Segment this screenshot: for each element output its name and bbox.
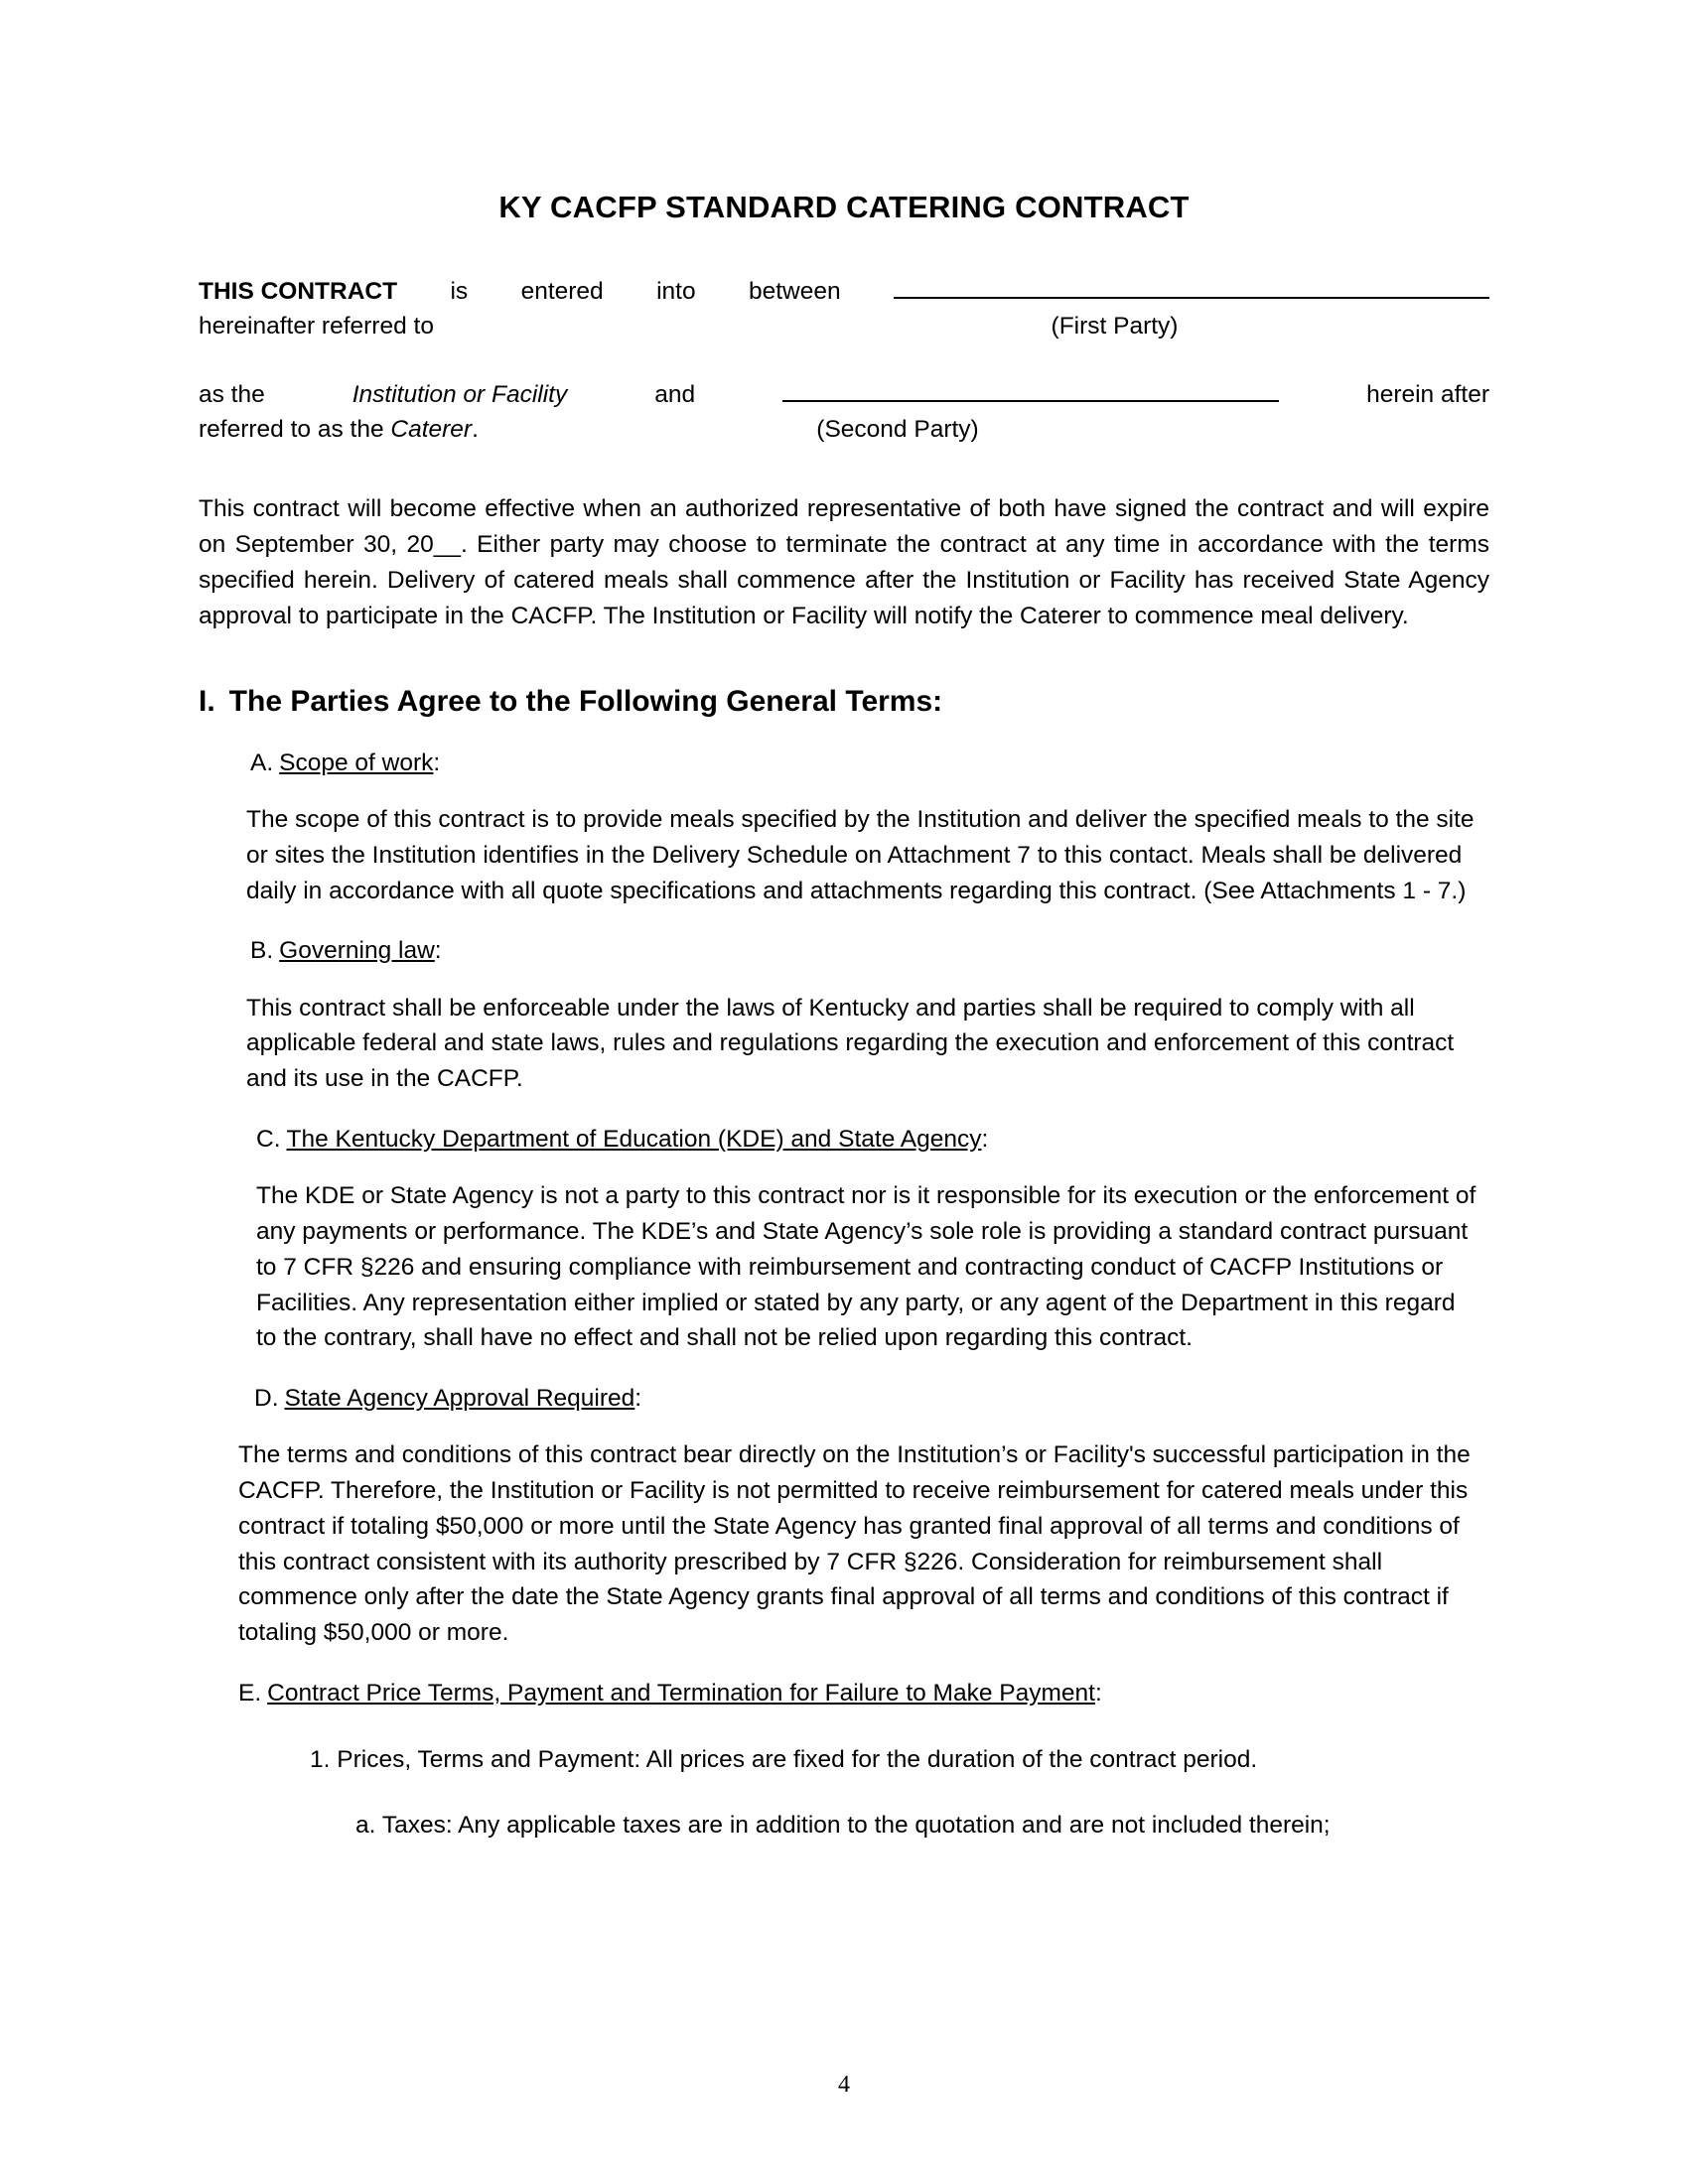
item-e-title: Contract Price Terms, Payment and Termination for Failure to Make Payment xyxy=(267,1679,1095,1706)
item-c-body: The KDE or State Agency is not a party to this contract nor is it responsible for its execution or the enforcement of any payments or performance. The KDE’s and State Agency’s sole role is providing a standard contract pursuant to 7 CFR §226 and ensuring compliance with reimbursement and contracting conduct of CACFP Institutions or Facilities. Any representation either implied or stated by any party, or any agent of the Department in this regard to the contrary, shall have no effect and shall not be relied upon regarding this contract. xyxy=(256,1182,1477,1352)
second-party-line xyxy=(199,374,1489,413)
item-b-label: B. xyxy=(250,937,274,965)
preamble-word-between: between xyxy=(748,277,841,305)
item-a-label: A. xyxy=(250,749,274,776)
item-a-colon: : xyxy=(433,749,441,776)
item-e-label: E. xyxy=(238,1679,262,1706)
item-b xyxy=(199,934,1489,1097)
preamble-word-is: is xyxy=(450,277,469,305)
first-party-line xyxy=(199,271,1489,310)
institution-or-facility-term: Institution or Facility xyxy=(352,380,568,408)
item-a-body: The scope of this contract is to provide meals specified by the Institution and deliver the specified meals to the site or sites the Institution identifies in the Delivery Schedule on Attachment 7 to this contact. Meals shall be delivered daily in accordance with all quote specifications and attachments regarding this contract. (See Attachments 1 - 7.) xyxy=(246,806,1475,904)
item-d xyxy=(199,1382,1489,1651)
item-a-title: Scope of work xyxy=(279,749,434,776)
referred-to-as-the-label: referred to as the xyxy=(199,415,384,443)
as-the-label: as the xyxy=(199,380,265,408)
item-c-title: The Kentucky Department of Education (KDE) and State Agency xyxy=(286,1125,982,1153)
item-e-subitem-a-text: Taxes: Any applicable taxes are in addition to the quotation and are not included therein; xyxy=(381,1812,1331,1840)
item-c-heading xyxy=(199,1123,1489,1157)
item-d-body: The terms and conditions of this contract bear directly on the Institution’s or Facility's successful participation in the CACFP. Therefore, the Institution or Facility is not permitted to receive reimbursement for catered meals under this contract if totaling $50,000 or more until the State Agency has granted final approval of all terms and conditions of this contract consistent with its authority prescribed by 7 CFR §226. Consideration for reimbursement shall commence only after the date the State Agency grants final approval of all terms and conditions of this contract if totaling $50,000 or more. xyxy=(238,1441,1471,1647)
item-a-heading xyxy=(199,747,1489,780)
item-e-subitem-a xyxy=(199,1808,1489,1843)
item-e-colon: : xyxy=(1094,1679,1102,1706)
first-party-caption: (First Party) xyxy=(1051,312,1179,340)
second-party-input-line[interactable] xyxy=(782,374,1279,402)
section-one-heading xyxy=(199,683,1489,721)
page-title: KY CACFP STANDARD CATERING CONTRACT xyxy=(498,190,1190,224)
item-b-body: This contract shall be enforceable under the laws of Kentucky and parties shall be required to comply with all applicable federal and state laws, rules and regulations regarding the execution and enforcement of this contract and its use in the CACFP. xyxy=(246,994,1455,1093)
second-party-caption-row xyxy=(199,413,1489,449)
caterer-period: . xyxy=(472,415,479,443)
caterer-term: Caterer xyxy=(390,415,473,443)
item-e-subitem-1-label: 1. xyxy=(310,1746,331,1774)
item-e xyxy=(199,1677,1489,1843)
this-contract-label: THIS CONTRACT xyxy=(199,277,398,305)
item-a xyxy=(199,747,1489,909)
item-e-heading xyxy=(199,1677,1489,1710)
section-one-numeral: I. xyxy=(199,685,215,719)
item-d-label: D. xyxy=(254,1385,279,1413)
preamble-word-and: and xyxy=(654,380,696,408)
item-b-heading xyxy=(199,934,1489,968)
effective-date-paragraph: This contract will become effective when an authorized representative of both have signed the contract and will expire on September 30, 20__. Either party may choose to terminate the contract at any time in accordance with the terms specified herein. Delivery of catered meals shall commence after the Institution or Facility has received State Agency approval to participate in the CACFP. The Institution or Facility will notify the Caterer to commence meal delivery. xyxy=(199,495,1489,629)
item-e-subitem-1-text: Prices, Terms and Payment: All prices are fixed for the duration of the contract period. xyxy=(337,1746,1258,1774)
first-party-input-line[interactable] xyxy=(894,271,1489,299)
preamble-word-into: into xyxy=(656,277,696,305)
herein-after-label: herein after xyxy=(1366,380,1490,408)
item-d-colon: : xyxy=(634,1385,642,1413)
item-e-subitem-1 xyxy=(199,1742,1489,1778)
item-c-label: C. xyxy=(256,1125,281,1153)
item-c-colon: : xyxy=(981,1125,989,1153)
hereinafter-referred-to-label: hereinafter referred to xyxy=(199,312,434,340)
section-one-title: The Parties Agree to the Following General Terms: xyxy=(228,685,943,719)
item-d-title: State Agency Approval Required xyxy=(284,1385,635,1413)
first-party-caption-row xyxy=(199,310,1489,345)
item-b-title: Governing law xyxy=(279,937,435,965)
parties-block xyxy=(199,271,1489,448)
item-b-colon: : xyxy=(434,937,442,965)
page-number-footer: 4 xyxy=(838,2072,850,2098)
preamble-word-entered: entered xyxy=(520,277,604,305)
item-e-subitem-a-label: a. xyxy=(355,1812,376,1840)
parties-spacer xyxy=(199,344,1489,374)
second-party-caption: (Second Party) xyxy=(816,415,979,443)
item-c xyxy=(199,1123,1489,1356)
item-d-heading xyxy=(199,1382,1489,1416)
